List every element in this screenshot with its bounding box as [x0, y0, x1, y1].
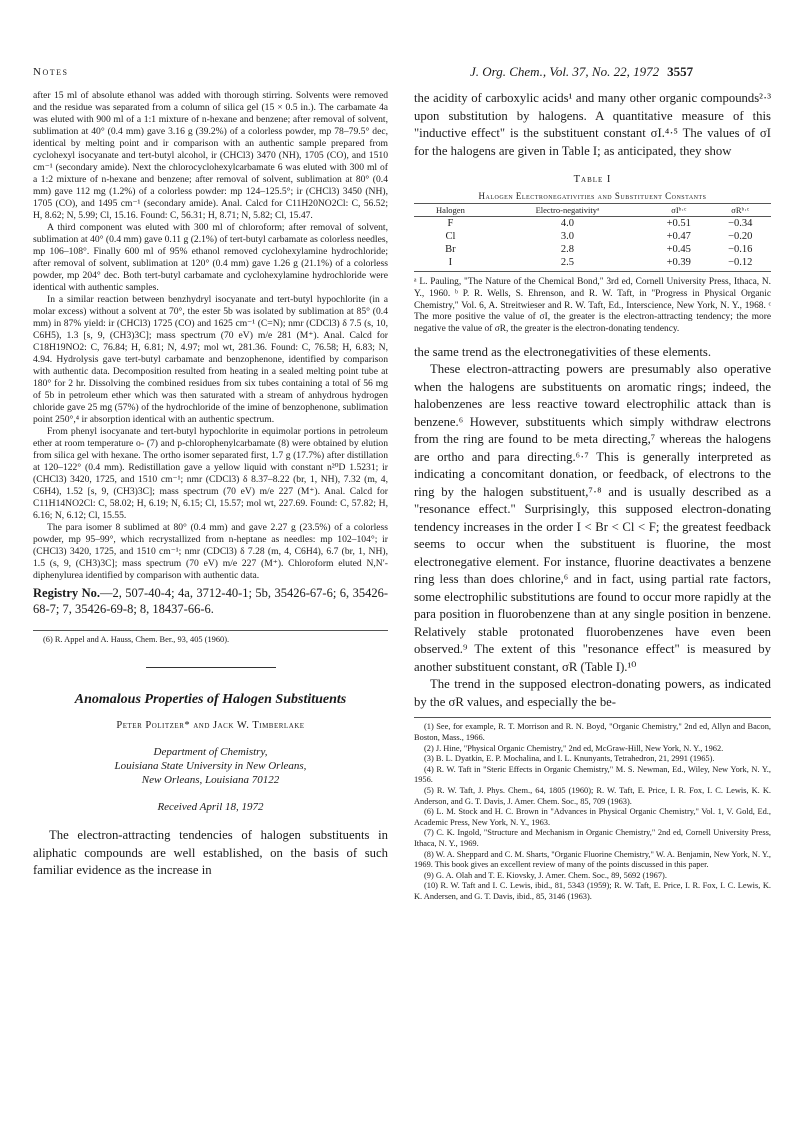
footnote: (6) L. M. Stock and H. C. Brown in "Advances in Physical Organic Chemistry," Vol. 1, V. Gold, Ed., Academic Press, New York, N. Y., 1963. [414, 807, 771, 827]
body-paragraph: The trend in the supposed electron-donating powers, as indicated by the σR values, and especially the be- [414, 677, 771, 709]
article-divider [146, 667, 276, 668]
body-paragraph: the same trend as the electronegativities of these elements. [414, 344, 711, 359]
table-cell: −0.12 [728, 257, 753, 268]
table-cell: −0.20 [728, 231, 753, 242]
affiliation-line: Louisiana State University in New Orleans, [114, 760, 307, 773]
journal-citation: J. Org. Chem., Vol. 37, No. 22, 1972 [470, 64, 660, 79]
table-header: σRᵇ·ᶜ [710, 204, 772, 217]
article-intro: The electron-attracting tendencies of halogen substituents in aliphatic compounds are well established, on the basis of such familiar evidence as the increase in [33, 828, 388, 878]
footnote: (9) G. A. Olah and T. E. Kiovsky, J. Amer. Chem. Soc., 89, 5692 (1967). [424, 870, 667, 880]
table-cell: F [447, 218, 454, 229]
table-cell: +0.45 [666, 244, 691, 255]
table-cell: 4.0 [560, 218, 574, 229]
body-paragraph: the acidity of carboxylic acids¹ and many other organic compounds²·³ upon substitution by halogens. A quantitative measure of this "inductive effect" is the substituent constant σI.⁴·⁵ The values of σI for the halogens are given in Table I; as anticipated, they show [414, 91, 771, 158]
affiliation [33, 745, 388, 787]
page-number: 3557 [667, 64, 694, 79]
table-header: σIᵇ·ᶜ [648, 204, 709, 217]
footnote-rule [33, 630, 388, 631]
table-header: Halogen [414, 204, 487, 217]
table-cell: +0.47 [666, 231, 691, 242]
table-row [414, 217, 771, 231]
table-cell: 2.5 [560, 257, 574, 268]
table-cell: I [448, 257, 453, 268]
table-header-row [414, 204, 771, 217]
footnotes [414, 722, 771, 902]
table-cell: Cl [445, 231, 456, 242]
body-paragraph: These electron-attracting powers are presumably also operative when the halogens are substituents on aromatic rings; indeed, the halobenzenes are less reactive toward electrophilic attack than is benzene.⁶ However, substituents which simply withdraw electrons from the ring are found to be meta directing,⁷ whereas the halogens are ortho and para directing.⁶·⁷ This is generally interpreted as indicating a concomitant donation, or feedback, of electrons to the ring by the halogen substituent,⁷·⁸ and is usually described as a "resonance effect." Surprisingly, this supposed electron-donating tendency increases in the order I < Br < Cl < F; the greatest feedback seems to occur when the substituent is fluorine, the most electronegative element. For instance, fluorine deactivates a benzene ring less than does chlorine,⁶ and in fact, using partial rate factors, some electrophilic substitutions are found to occur more rapidly at the para position in fluorobenzene than at any single position in benzene. Relatively stable protonated fluorobenzenes have even been observed.⁹ The extent of this "resonance effect" is measured by another substituent constant, σR (Table I).¹⁰ [414, 362, 771, 674]
registry-text: —2, 507-40-4; 4a, 3712-40-1; 5b, 35426-67-6; 6, 35426-68-7; 7, 35426-69-8; 8, 18437-66-6. [33, 586, 388, 616]
footnote: (4) R. W. Taft in "Steric Effects in Organic Chemistry," M. S. Newman, Ed., Wiley, New York, N. Y., 1956. [414, 764, 771, 785]
footnote: (2) J. Hine, "Physical Organic Chemistry," 2nd ed, McGraw-Hill, New York, N. Y., 1962. [424, 743, 724, 753]
footnote: (3) B. L. Dyatkin, E. P. Mochalina, and I. L. Knunyants, Tetrahedron, 21, 2991 (1965). [424, 754, 715, 764]
experimental-paragraph: From phenyl isocyanate and tert-butyl hypochlorite in equimolar portions in petroleum ether at room temperature o- (7) and p-chlorophenylcarbamate (8) were obtained by elution from silica gel with hexane. The ortho isomer separated first, 1.7 g (17.7%) after distillation at 120–122° (0.4 mm). Redistillation gave a yellow liquid with constant n²⁰D 1.5231; ir (CHCl3) 3420, 1725, and 1510 cm⁻¹; nmr (CDCl3) δ 8.37–8.22 (br, 1, NH), 7.32 (m, 4, C6H4), 1.52 [s, 9, (CH3)3C]; mass spectrum (70 eV) m/e 227 (M⁺). Anal. Calcd for C11H14NO2Cl: C, 58.02; H, 6.19; N, 6.15; Cl, 15.57; mol wt, 227.69. Found: C, 57.82; H, 6.16; N, 6.12; Cl, 15.55. [33, 426, 388, 521]
received-date: Received April 18, 1972 [157, 801, 264, 814]
table-cell: Br [445, 244, 456, 255]
affiliation-line: New Orleans, Louisiana 70122 [141, 774, 280, 787]
article-authors: Peter Politzer* and Jack W. Timberlake [116, 720, 305, 732]
left-column [33, 90, 388, 880]
footnote-rule [414, 717, 771, 718]
table-row [414, 243, 771, 256]
experimental-paragraph: The para isomer 8 sublimed at 80° (0.4 mm) and gave 2.27 g (23.5%) of a colorless powder, mp 95–99°, which recrystallized from n-heptane as needles: mp 102–104°; ir (CHCl3) 3420, 1725, and 1510 cm⁻¹; nmr (CDCl3) δ 7.28 (m, 4, C6H4), 6.7 (br, 1, NH), 1.5 (s, 9, (CH3)3C]; mass spectrum (70 eV) m/e 227 (M⁺). Chloroform eluted N,N′-diphenylurea identified by comparison with authentic data. [33, 522, 388, 581]
running-head-journal [470, 64, 693, 80]
registry-numbers [33, 585, 388, 617]
table-cell: 2.8 [560, 244, 574, 255]
article-title: Anomalous Properties of Halogen Substituents [74, 692, 347, 708]
running-head-section: Notes [33, 66, 69, 78]
footnote: (10) R. W. Taft and I. C. Lewis, ibid., 81, 5343 (1959); R. W. Taft, E. Price, I. R. Fox, I. C. Lewis, K. K. Andersen, and G. T. Davis, ibid., 85, 3146 (1963). [414, 881, 771, 901]
footnote: (6) R. Appel and A. Hauss, Chem. Ber., 93, 405 (1960). [43, 634, 230, 644]
table-notes: ᵃ L. Pauling, "The Nature of the Chemical Bond," 3rd ed, Cornell University Press, Ithaca, N. Y., 1960. ᵇ P. R. Wells, S. Ehrenson, and R. W. Taft, in "Progress in Physical Organic Chemistry," Vol. 6, A. Streitwieser and R. W. Taft, Ed., Interscience, New York, N. Y., 1968. ᶜ The more positive the value of σI, the greater is the electron-attracting tendency; the more negative the value of σR, the greater is the electron-donating tendency. [414, 277, 771, 335]
experimental-paragraph: after 15 ml of absolute ethanol was added with thorough stirring. Solvents were removed and the residue was separated from a column of silica gel (15 × 0.5 in.). The carbamate 4a was eluted with 900 ml of a 1:1 mixture of n-hexane and benzene; after removal of solvent, sublimation at 40° (0.4 mm) gave 3.16 g (39.2%) of a colorless powder, mp 78–79.5° dec, identical by melting point and ir comparison with an authentic sample prepared from cyclohexyl isocyanate and tert-butyl alcohol, ir (CHCl3) 3470 (NH), 1705 (CO), and 1510 cm⁻¹ (secondary amide). Next the chlorocyclohexylcarbamate 6 was eluted with 300 ml of a 1:2 mixture of n-hexane and benzene; after removal of solvent, sublimation at 80° (0.4 mm) gave 112 mg (1.2%) of a colorless powder: mp 124–125.5°; ir (CHCl3) 3450 (NH), 1705 (CO), and 1495 cm⁻¹ (secondary amide). Anal. Calcd for C11H20NO2Cl: C, 56.52; H, 8.62; N, 5.99; Cl, 15.16. Found: C, 56.31; H, 8.71; N, 5.82; Cl, 15.47. [33, 90, 388, 221]
table-row [414, 230, 771, 243]
table-header: Electro-negativityᵃ [487, 204, 648, 217]
table-cell: −0.16 [728, 244, 753, 255]
right-column [414, 90, 771, 903]
affiliation-line: Department of Chemistry, [153, 746, 268, 759]
experimental-paragraph: In a similar reaction between benzhydryl isocyanate and tert-butyl hypochlorite (in a molar excess) without a solvent at 70°, the ester 5b was isolated by sublimation at 85° (0.4 mm) in 87% yield: ir (CHCl3) 1725 (CO) and 1625 cm⁻¹ (C=N); nmr (CDCl3) δ 7.5 (s, 10, C6H5), 1.3 [s, 9, (CH3)3C]; mass spectrum (70 eV) m/e 281 (M⁺). Anal. Calcd for C18H19NO2: C, 76.84; H, 6.81; N, 4.97; mol wt, 281.36. Found: C, 76.58; H, 6.83; N, 4.94. Hydrolysis gave tert-butyl carbamate and benzophenone, identified by comparison with authentic data. Decomposition resulted from heating in a sealed melting point tube at 180° for 2 hr. Dissolving the combined residues from six tubes containing a total of 56 mg of 5b in petroleum ether which was then saturated with a stream of anhydrous hydrogen chloride gave 25 mg (57%) of the hydrochloride of the imine of benzophenone, sublimation point 250°,⁴ ir absorption identical with an authentic spectrum. [33, 294, 388, 425]
table-cell: +0.51 [666, 218, 691, 229]
registry-label: Registry No. [33, 586, 100, 600]
table-row [414, 256, 771, 269]
table-caption: Table I [573, 174, 612, 185]
table-bottom-rule [414, 271, 771, 272]
table-cell: +0.39 [666, 257, 691, 268]
footnote: (8) W. A. Sheppard and C. M. Sharts, "Organic Fluorine Chemistry," W. A. Benjamin, New York, N. Y., 1969. This book gives an excellent review of many of the points discussed in this paper. [414, 849, 771, 870]
footnote: (1) See, for example, R. T. Morrison and R. N. Boyd, "Organic Chemistry," 2nd ed, Allyn and Bacon, Boston, Mass., 1966. [414, 722, 771, 743]
table-cell: −0.34 [728, 218, 753, 229]
footnote: (7) C. K. Ingold, "Structure and Mechanism in Organic Chemistry," 2nd ed, Cornell University Press, Ithaca, N. Y., 1969. [414, 828, 771, 849]
experimental-paragraph: A third component was eluted with 300 ml of chloroform; after removal of solvent, sublimation at 40° (0.4 mm) gave 0.11 g (2.1%) of tert-butyl carbamate as colorless needles, mp 106–108°. Finally 600 ml of 95% ethanol removed cyclohexylamine hydrochloride; after removal of solvent, sublimation at 120° (0.4 mm) gave 1.26 g (21.1%) of a colorless powder, mp 204° dec. Both tert-butyl carbamate and cyclohexylamine hydrochloride were identical with authentic samples. [33, 222, 388, 293]
table-cell: 3.0 [560, 231, 574, 242]
table-title: Halogen Electronegativities and Substituent Constants [478, 191, 707, 201]
halogen-table [414, 204, 771, 269]
footnote: (5) R. W. Taft, J. Phys. Chem., 64, 1805 (1960); R. W. Taft, E. Price, I. R. Fox, I. C. Lewis, K. K. Anderson, and G. T. Davis, J. Amer. Chem. Soc., 85, 709 (1963). [414, 786, 771, 806]
